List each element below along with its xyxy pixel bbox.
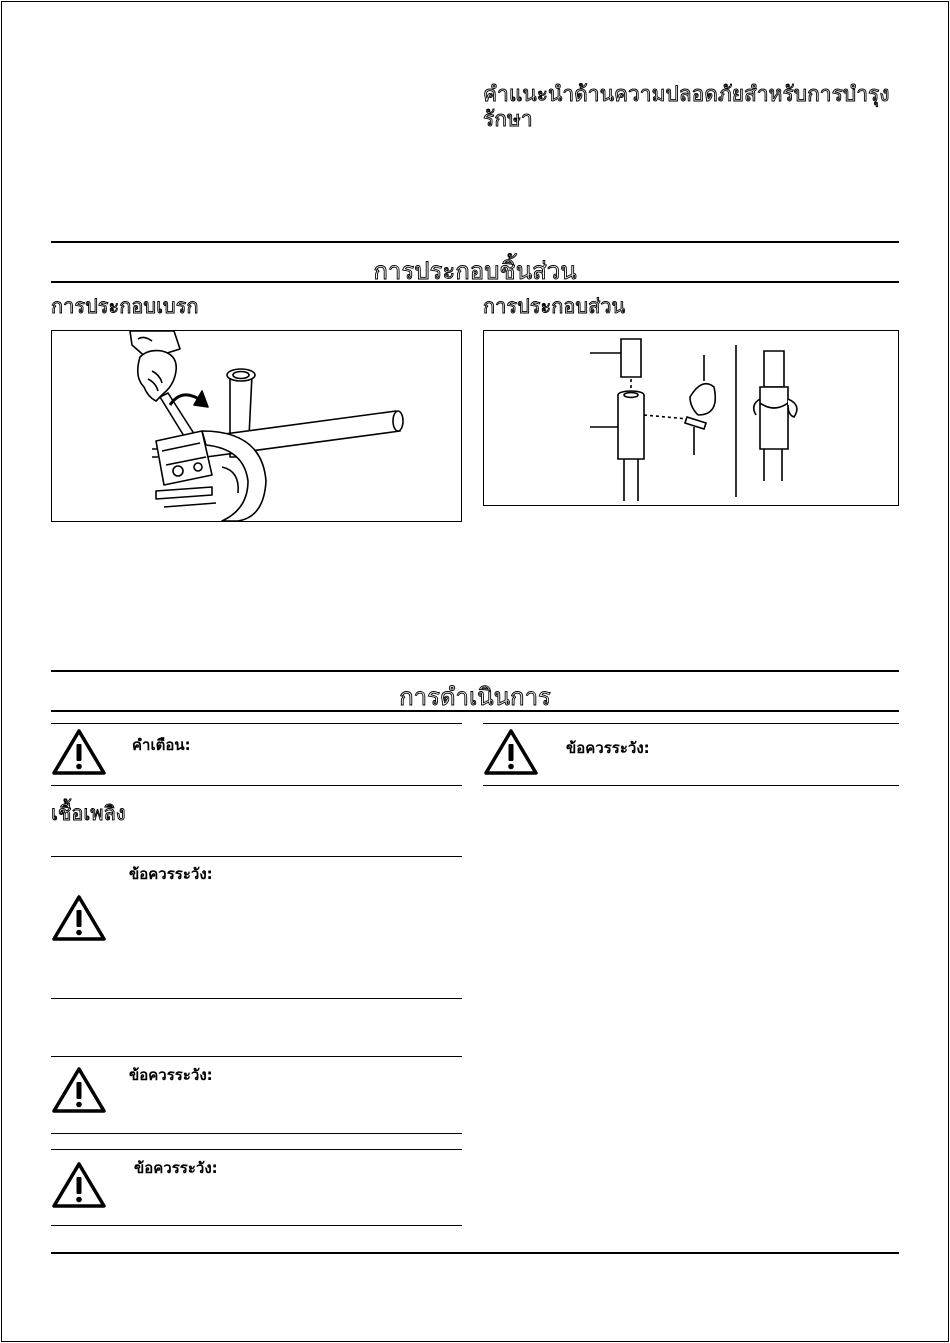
handle-assembly-figure (483, 330, 899, 506)
caution-box-3-top (51, 1056, 462, 1057)
operation-section-title: การดำเนินการ (399, 683, 551, 711)
maintenance-safety-title: คำแนะนำด้านความปลอดภัยสำหรับการบำรุง รักษา (483, 82, 890, 131)
handle-illustration (484, 331, 898, 505)
caution-triangle-icon (483, 727, 539, 777)
fuel-heading: เชื้อเพลิง (51, 801, 126, 825)
caution-box-4-top (51, 1149, 462, 1150)
caution-box-top-right (483, 723, 899, 724)
brake-assembly-figure (51, 330, 462, 522)
caution-label: ข้อควรระวัง: (129, 1066, 213, 1084)
page-bottom-rule (51, 1252, 899, 1254)
caution-box-4-bottom (51, 1225, 462, 1226)
operation-divider-bottom (51, 710, 899, 712)
operation-divider-top (51, 670, 899, 672)
warning-triangle-icon (51, 727, 107, 777)
warning-box-bottom (51, 785, 462, 786)
assembly-section-title: การประกอบชิ้นส่วน (373, 257, 577, 285)
caution-label: ข้อควรระวัง: (129, 865, 213, 883)
brake-assembly-heading: การประกอบเบรก (51, 294, 199, 318)
brake-illustration (52, 331, 461, 521)
section-divider-bottom (51, 281, 899, 283)
warning-label: คำเตือน: (132, 736, 191, 754)
caution-triangle-icon (51, 893, 107, 943)
handle-assembly-heading: การประกอบส่วน (483, 294, 626, 318)
warning-box-top (51, 723, 462, 724)
caution-triangle-icon (51, 1160, 107, 1210)
caution-box-2-top (51, 856, 462, 857)
caution-box-3-bottom (51, 1133, 462, 1134)
caution-label: ข้อควรระวัง: (134, 1159, 218, 1177)
caution-box-2-bottom (51, 998, 462, 999)
section-divider-top (51, 241, 899, 243)
caution-triangle-icon (51, 1065, 107, 1115)
caution-box-bottom-right (483, 785, 899, 786)
caution-label: ข้อควรระวัง: (566, 739, 650, 757)
